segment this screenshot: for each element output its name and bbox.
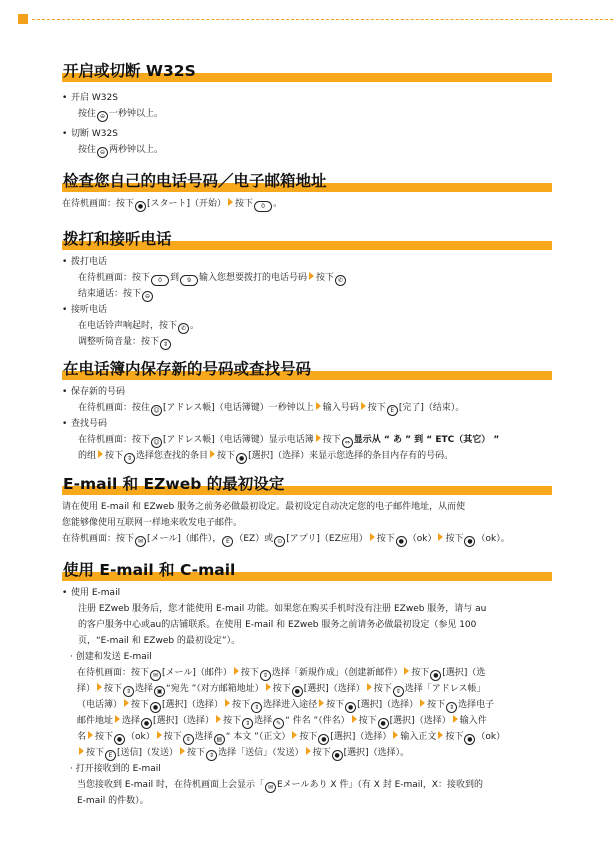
zero-key-icon: 0 [254,201,272,212]
bullet-icon: • [62,387,68,397]
bullet-icon: • [62,257,68,267]
section-power [62,58,552,158]
arrow-icon [316,402,321,410]
subject-icon: ✎ [273,718,284,729]
arrow-icon [124,699,129,707]
center-key-icon: ● [464,734,475,745]
body-text-icon: ▤ [214,734,225,745]
instruction-line: 在待机画面：按下 0 到 9 输入您想要拨打的电话号码 按下 ✆ [62,270,552,286]
e-key-icon: E [222,536,233,547]
updown-key-icon: ⇕ [393,686,404,697]
instruction-line: 在待机画面：按下 ● [スタート]（开始） 按下 0 。 [62,199,283,210]
list-item: • 切断 W32S [62,126,552,142]
list-item: • 开启 W32S [62,90,552,106]
section-email-cmail [62,557,552,809]
center-key-icon: ● [430,670,441,681]
updown-key-icon: ⇕ [124,453,135,464]
arrow-icon [309,272,314,280]
updown-key-icon: ⇕ [260,670,271,681]
arrow-icon [306,747,311,755]
instruction-line: 按下 E [送信]（发送） 按下 ⇕ 选择「送信」（发送） 按下 ● [選択]（选择）。 [62,745,552,761]
updown-key-icon: ⇕ [123,686,134,697]
arrow-icon [97,683,102,691]
center-key-icon: ● [378,718,389,729]
updown-key-icon: ⇕ [183,734,194,745]
updown-key-icon: ⇕ [251,702,262,713]
e-key-icon: E [105,750,116,761]
arrow-icon [370,533,375,541]
instruction-line: 结束通话：按下 ⊖ [62,286,552,302]
updown-key-icon: ⇕ [206,750,217,761]
arrow-icon [115,715,120,723]
instruction-line: 在待机画面：按下 ✉ [メール]（邮件）， E （EZ）或 ⊙ [アプリ]（EZ应用） 按下 ● （ok） 按下 ● （ok）。 [62,534,510,545]
bullet-icon: • [62,305,68,315]
section-calls [62,226,552,350]
center-key-icon: ● [345,702,356,713]
instruction-line: 按住 ⊖ 一秒钟以上。 [78,109,164,120]
center-key-icon: ● [464,536,475,547]
mail-key-icon: ✉ [150,670,161,681]
bullet-icon: • [62,588,68,598]
arrow-icon [180,747,185,755]
arrow-icon [453,715,458,723]
section-phonebook [62,356,552,464]
arrow-icon [404,667,409,675]
end-key-icon: ⊖ [97,147,108,158]
e-key-icon: E [387,405,398,416]
list-item: • 拨打电话 [62,254,552,270]
instruction-line: 在待机画面：按下 ☺ [アドレス帳]（电话簿键）显示电话簿 按下 ⇔ 显示从 “ あ ” 到 “ ETC（其它） ” [78,435,500,446]
center-key-icon: ● [332,750,343,761]
center-key-icon: ● [236,453,247,464]
instruction-line: 在待机画面：按下 ✉ [メール]（邮件） 按下 ⇕ 选择「新規作成」（创建新邮件） 按下 ● [選択]（选 [77,668,486,679]
instruction-line: 按住 ⊖ 两秒钟以上。 [78,145,164,156]
end-key-icon: ⊖ [97,111,108,122]
mail-key-icon: ✉ [135,536,146,547]
heading-title: 开启或切断 W32S [63,62,196,80]
section-heading [62,471,552,495]
section-own-number [62,168,552,212]
arrow-icon [367,683,372,691]
arrow-icon [319,699,324,707]
mail-received-icon: ✉ [265,782,276,793]
updown-key-icon: ⇕ [446,702,457,713]
arrow-icon [361,402,366,410]
instruction-line: 调整听筒音量：按下 ⇕ [62,334,552,350]
center-key-icon: ● [114,734,125,745]
heading-title: E-mail 和 EZweb 的最初设定 [63,475,285,493]
phonebook-key-icon: ☺ [151,405,162,416]
arrow-icon [88,731,93,739]
paragraph-line: 注册 EZweb 服务后，您才能使用 E-mail 功能。如果您在购买手机时没有注册 EZweb 服务，请与 au [78,604,487,614]
section-heading [62,226,552,250]
sub-heading: · 创建和发送 E-mail [70,652,152,662]
instruction-line: 在待机画面：按住 ☺ [アドレス帳]（电话簿键）一秒钟以上 输入号码 按下 E [完了]（结束）。 [78,403,465,414]
zero-key-icon: 0 [151,275,169,286]
instruction-line: 邮件地址 选择 ● [選択]（选择） 按下 ⇕ 选择 ✎ “ 件名 ”（件名） 按下 ● [選択]（选择） 输入件 [77,716,487,727]
arrow-icon [352,715,357,723]
header-dashed-line [32,19,613,20]
section-heading [62,557,552,581]
arrow-icon [420,699,425,707]
arrow-icon [79,747,84,755]
center-key-icon: ● [292,686,303,697]
center-key-icon: ● [150,702,161,713]
instruction-line: 的组 按下 ⇕ 选择您查找的条目 按下 ● [選択]（选择）来显示您选择的条目内存有的号码。 [78,451,454,462]
bullet-icon: • [62,93,68,103]
manual-page [62,58,552,809]
bullet-icon: • [62,129,68,139]
address-icon: ▣ [154,686,165,697]
updown-key-icon: ⇕ [242,718,253,729]
list-item: • 查找号码 [62,416,552,432]
corner-marker [18,14,28,24]
phonebook-key-icon: ☺ [151,437,162,448]
paragraph-line: 当您接收到 E-mail 时，在待机画面上会显示「 ✉ Eメールあり X 件」（有 X 封 E-mail，X：接收到的 [77,780,483,791]
paragraph-line: E-mail 的件数）。 [77,796,149,806]
heading-title: 拨打和接听电话 [63,230,172,248]
instruction-line: 择） 按下 ⇕ 选择 ▣ “宛先 ”（对方邮箱地址） 按下 ● [選択]（选择） 按下 ⇕ 选择「アドレス帳」 [77,684,486,695]
nine-key-icon: 9 [180,275,198,286]
sub-heading: · 打开接收到的 E-mail [70,764,161,774]
list-item: • 保存新的号码 [62,384,552,400]
section-heading [62,168,552,192]
paragraph-line: 页，“E-mail 和 EZweb 的最初设定”）。 [78,636,241,646]
instruction-line: 在电话铃声响起时，按下 ✆ 。 [78,321,200,332]
arrow-icon [157,731,162,739]
instruction-line: 名 按下 ● （ok） 按下 ⇕ 选择 ▤ “ 本文 ”（正文） 按下 ● [選択]（选择） 输入正文 按下 ● （ok） [77,732,506,743]
arrow-icon [393,731,398,739]
section-heading [62,58,552,82]
end-key-icon: ⊖ [142,291,153,302]
leftright-key-icon: ⇔ [342,437,353,448]
center-key-icon: ● [396,536,407,547]
heading-title: 检查您自己的电话号码／电子邮箱地址 [63,172,327,190]
heading-title: 使用 E-mail 和 C-mail [63,561,236,579]
call-key-icon: ✆ [335,275,346,286]
center-key-icon: ● [318,734,329,745]
arrow-icon [210,450,215,458]
center-key-icon: ● [135,201,146,212]
center-key-icon: ● [141,718,152,729]
instruction-line: （电话簿） 按下 ● [選択]（选择） 按下 ⇕ 选择进入途径 按下 ● [選択]（选择） 按下 ⇕ 选择电子 [77,700,495,711]
arrow-icon [225,699,230,707]
list-item: • 接听电话 [62,302,552,318]
list-item: • 使用 E-mail [62,585,552,601]
arrow-icon [98,450,103,458]
paragraph-line: 请在使用 E-mail 和 EZweb 服务之前务必做最初设定。最初设定自动决定您的电子邮件地址，从而使 [62,502,466,512]
updown-key-icon: ⇕ [160,339,171,350]
section-heading [62,356,552,380]
bullet-icon: • [62,419,68,429]
heading-title: 在电话簿内保存新的号码或查找号码 [63,360,312,378]
paragraph-line: 的客户服务中心或au的店铺联系。在使用 E-mail 和 EZweb 服务之前请务必做最初设定（参见 100 [78,620,477,630]
arrow-icon [316,434,321,442]
arrow-icon [234,667,239,675]
call-key-icon: ✆ [178,323,189,334]
arrow-icon [228,198,233,206]
arrow-icon [438,731,443,739]
arrow-icon [216,715,221,723]
arrow-icon [266,683,271,691]
paragraph-line: 您能够像使用互联网一样地来收发电子邮件。 [62,518,243,528]
section-initial-setup [62,471,552,547]
app-key-icon: ⊙ [274,536,285,547]
arrow-icon [292,731,297,739]
arrow-icon [438,533,443,541]
